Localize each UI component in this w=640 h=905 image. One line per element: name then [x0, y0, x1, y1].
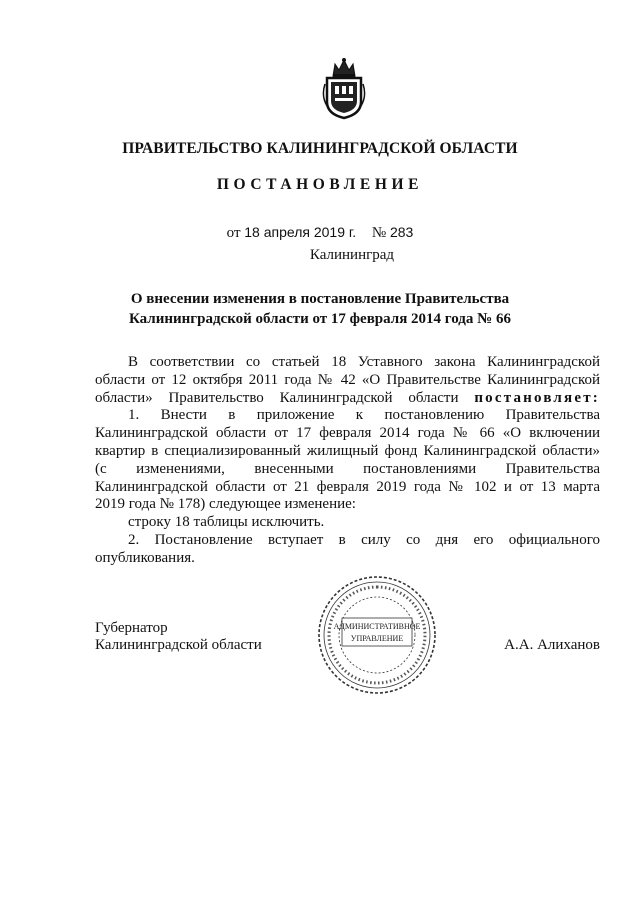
body-line: области от 12 октября 2011 года № 42 «О Правительстве Калининградской — [95, 371, 600, 388]
body-line: Калининградской области от 21 февраля 2019 года № 102 и от 13 марта — [95, 478, 600, 495]
resolution-keyword: постановляет: — [474, 389, 600, 406]
stamp-center-line: УПРАВЛЕНИЕ — [350, 634, 404, 643]
date-prefix: от — [226, 225, 241, 241]
document-body — [95, 354, 600, 568]
body-line: 1. Внести в приложение к постановлению Правительства — [128, 407, 600, 424]
subject-line: О внесении изменения в постановление Правительства — [130, 291, 510, 307]
city: Калининград — [309, 247, 395, 263]
body-line — [95, 390, 600, 408]
document-subject — [100, 289, 540, 329]
number-value: 283 — [389, 224, 414, 240]
signer-title — [95, 620, 262, 654]
body-line: Калининградской области от 17 февраля 2014 года № 66 «О включении — [95, 425, 600, 442]
date-value: 18 апреля 2019 г. — [244, 224, 357, 240]
date-number-line — [0, 224, 640, 242]
number-prefix: № — [371, 225, 387, 241]
body-line: 2. Постановление вступает в силу со дня его официального — [128, 531, 600, 548]
body-line: В соответствии со статьей 18 Уставного закона Калининградской — [128, 354, 600, 370]
body-line: (с изменениями, внесенными постановлениями Правительства — [95, 460, 600, 477]
body-line: 2019 года № 178) следующее изменение: — [95, 496, 356, 513]
government-title: ПРАВИТЕЛЬСТВО КАЛИНИНГРАДСКОЙ ОБЛАСТИ — [122, 140, 518, 157]
coat-of-arms-emblem — [321, 56, 367, 120]
stamp-center-line: АДМИНИСТРАТИВНОЕ — [333, 622, 421, 631]
subject-line: Калининградской области от 17 февраля 2014 года № 66 — [129, 311, 511, 327]
document-type: ПОСТАНОВЛЕНИЕ — [216, 176, 424, 193]
signer-title-line: Губернатор — [95, 620, 168, 636]
body-text: области» Правительство Калининградской области — [95, 389, 459, 406]
body-line: строку 18 таблицы исключить. — [128, 514, 325, 531]
body-line: опубликования. — [95, 549, 195, 566]
signer-title-line: Калининградской области — [95, 637, 262, 653]
signer-name: А.А. Алиханов — [504, 637, 600, 653]
official-stamp — [314, 572, 440, 698]
body-line: квартир в специализированный жилищный фонд Калининградской области» — [95, 442, 600, 459]
